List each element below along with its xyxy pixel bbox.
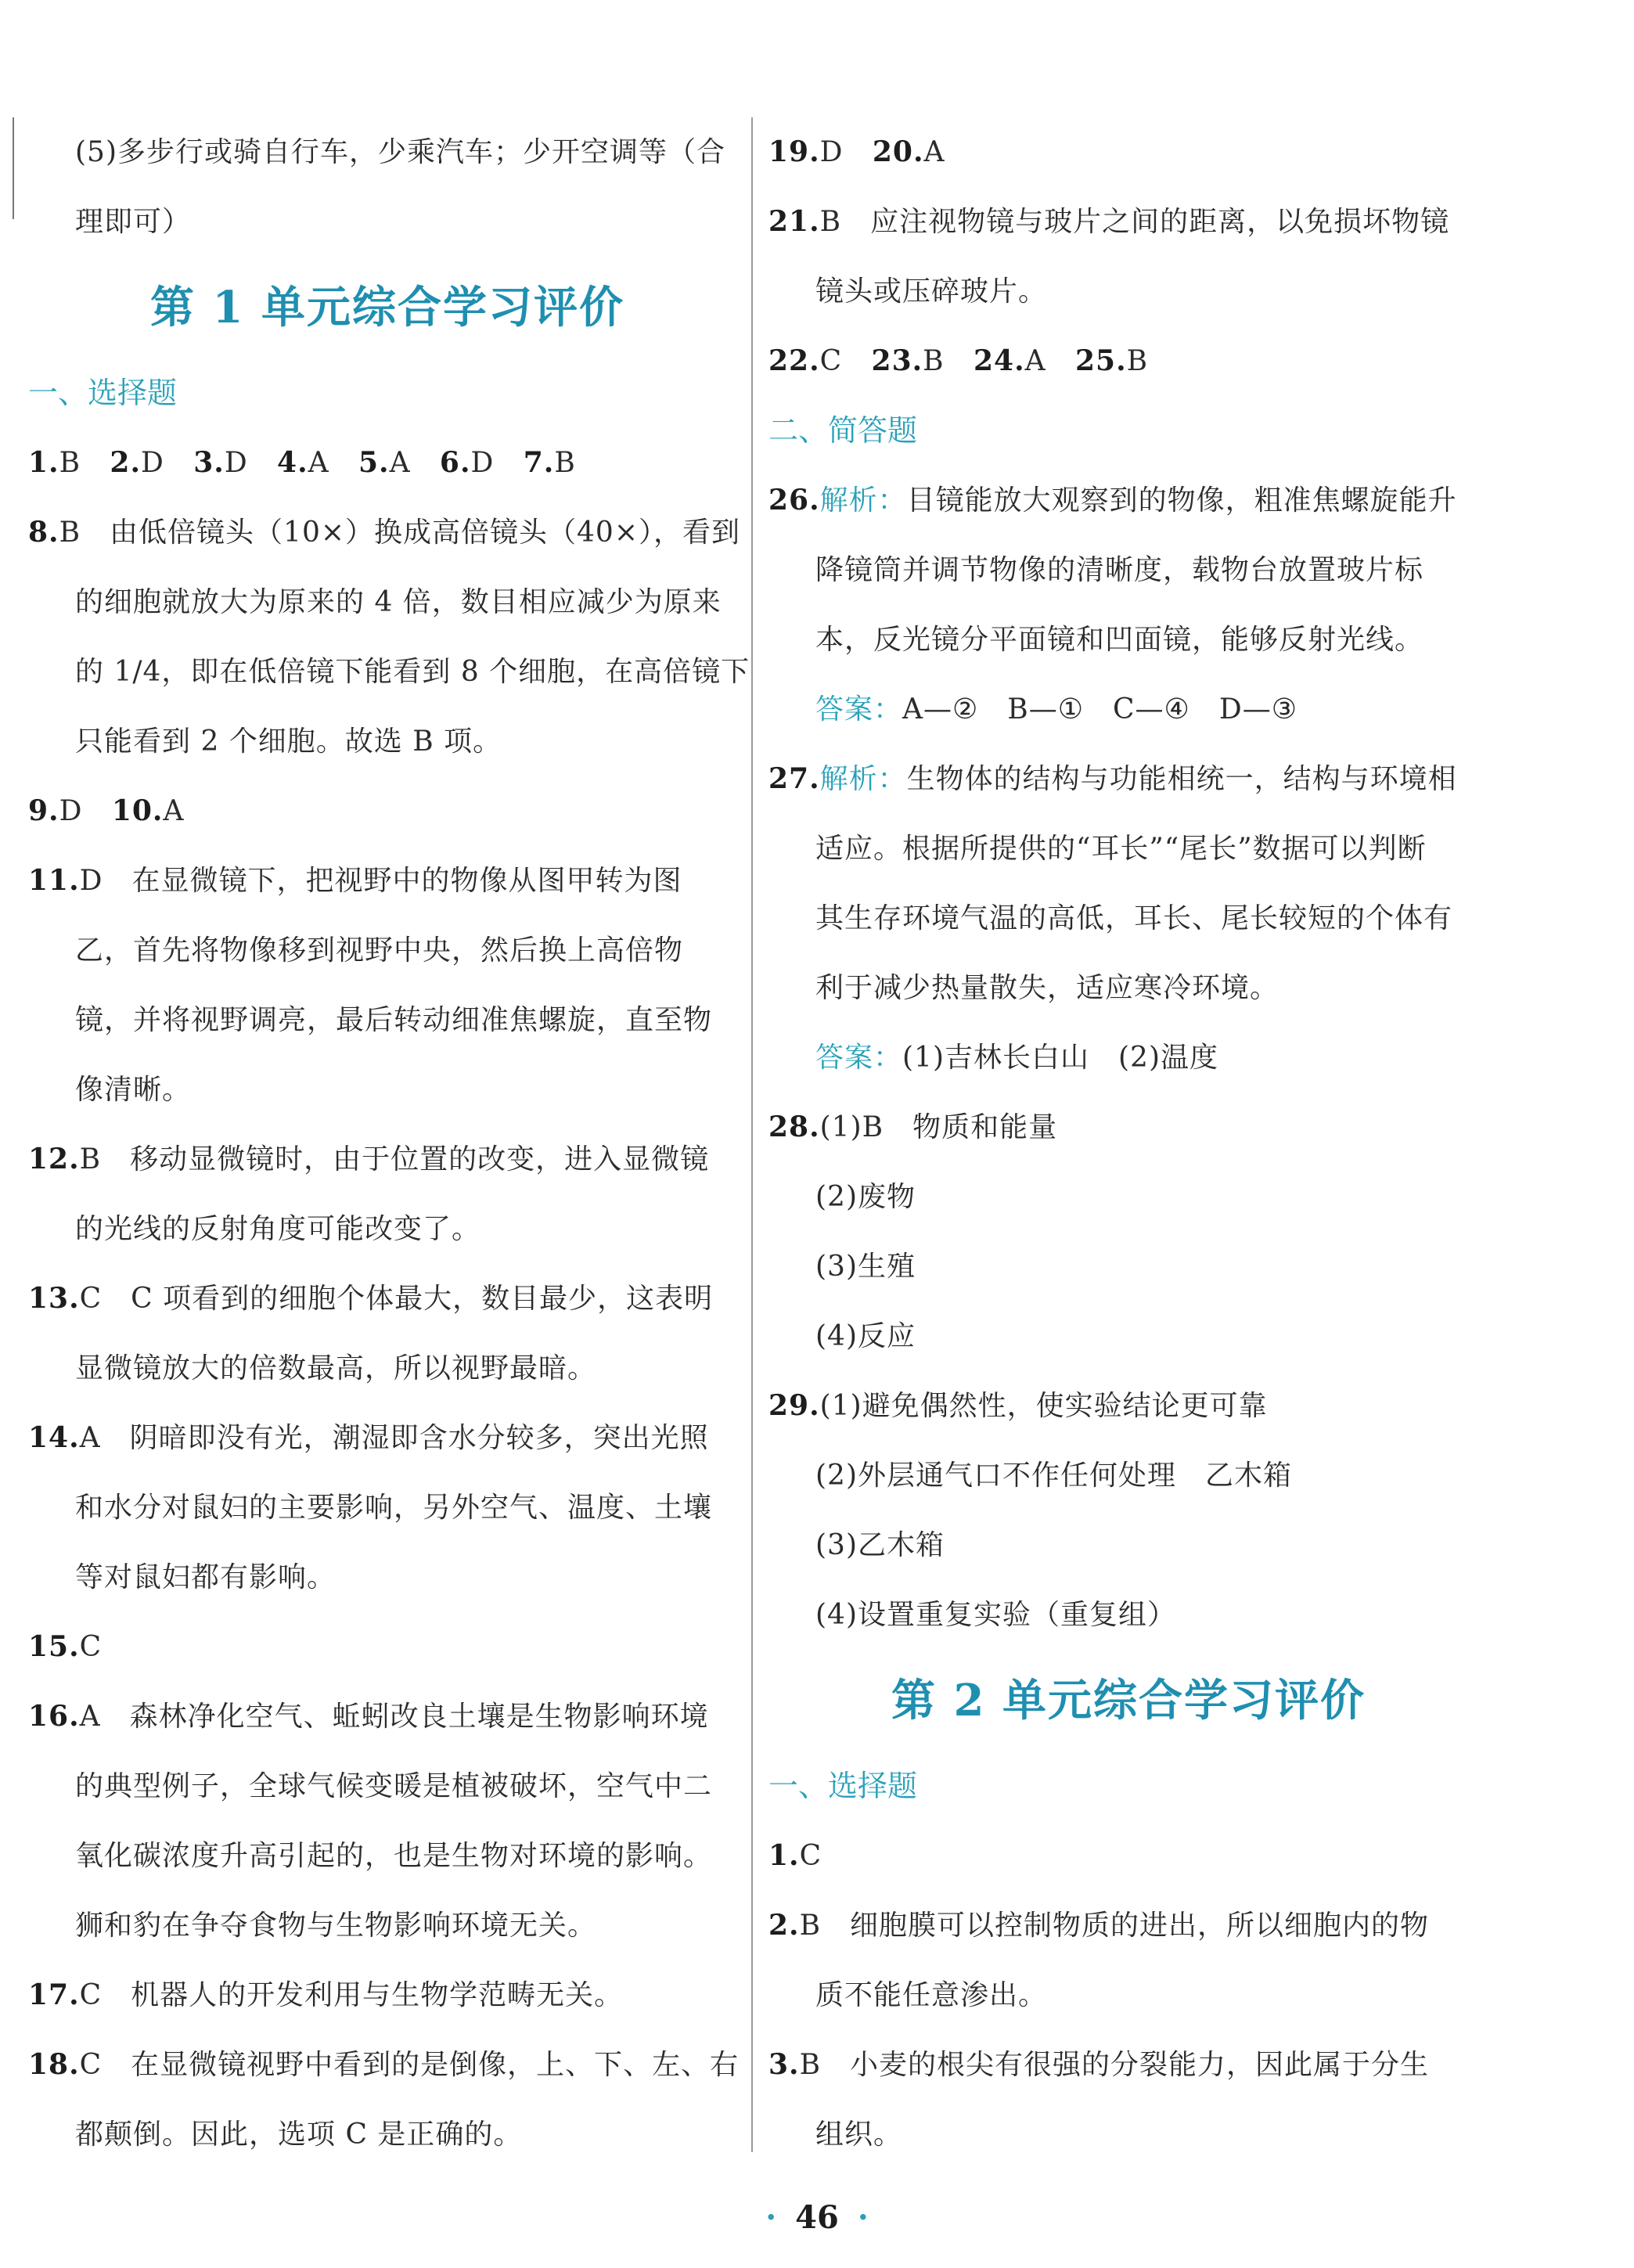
answer-line xyxy=(768,1023,1488,1093)
answer-line: (3)乙木箱 xyxy=(815,1529,945,1561)
analysis-label: 解析： xyxy=(819,484,907,517)
answer-line: 的典型例子，全球气候变暖是植被破坏，空气中二 xyxy=(75,1770,713,1802)
answer-text: B 应注视物镜与玻片之间的距离，以免损坏物镜 xyxy=(819,206,1450,238)
question-number: 11. xyxy=(28,864,80,897)
question-number: 2. xyxy=(110,446,141,479)
answer: B xyxy=(59,447,81,479)
section-heading-choice: 一、选择题 xyxy=(28,376,178,410)
answer-text: B 由低倍镜头（10×）换成高倍镜头（40×），看到 xyxy=(59,517,740,549)
answer-line: 乙，首先将物像移到视野中央，然后换上高倍物 xyxy=(75,934,684,967)
answer-line: (5)多步行或骑自行车，少乘汽车；少开空调等（合 xyxy=(75,136,725,168)
question-number: 8. xyxy=(28,516,59,549)
question-number: 1. xyxy=(28,446,59,479)
answer-text: C 在显微镜视野中看到的是倒像，上、下、左、右 xyxy=(79,2049,740,2081)
question-number: 10. xyxy=(111,794,164,827)
answer: C xyxy=(79,1631,103,1663)
question-number: 7. xyxy=(523,446,555,479)
question-number: 3. xyxy=(193,446,225,479)
answer-row-1 xyxy=(768,1821,1488,1891)
answer-line xyxy=(768,466,1488,535)
answer-row-19-20 xyxy=(768,117,1488,187)
answer-line: 的光线的反射角度可能改变了。 xyxy=(75,1213,481,1245)
answer-line: 氧化碳浓度升高引起的，也是生物对环境的影响。 xyxy=(75,1840,713,1872)
answer-line: 理即可） xyxy=(75,206,192,238)
question-number: 22. xyxy=(768,344,820,377)
answer-line: 只能看到 2 个细胞。故选 B 项。 xyxy=(75,725,502,758)
answer-line: 降镜筒并调节物像的清晰度，载物台放置玻片标 xyxy=(815,554,1424,586)
question-number: 25. xyxy=(1074,344,1127,377)
section-heading-choice: 一、选择题 xyxy=(768,1769,918,1803)
answer: D xyxy=(141,447,164,479)
question-number: 2. xyxy=(768,1909,800,1942)
answer: A xyxy=(923,136,945,168)
question-number: 20. xyxy=(872,135,924,168)
question-number: 16. xyxy=(28,1700,80,1733)
answer-line: 适应。根据所提供的“耳长”“尾长”数据可以判断 xyxy=(815,833,1427,865)
answer-row-9-10 xyxy=(28,776,747,846)
answer-line xyxy=(28,1264,747,1334)
page-number xyxy=(0,2199,1634,2236)
answer-line xyxy=(28,498,747,567)
answer: B xyxy=(1126,345,1149,377)
answer-line: 其生存环境气温的高低，耳长、尾长较短的个体有 xyxy=(815,902,1453,934)
answer-text: B 移动显微镜时，由于位置的改变，进入显微镜 xyxy=(79,1143,710,1175)
answer: D xyxy=(224,447,248,479)
question-number: 15. xyxy=(28,1630,80,1663)
answer: B xyxy=(923,345,945,377)
answer-text: (1)B 物质和能量 xyxy=(819,1111,1058,1143)
answer-line: (2)外层通气口不作任何处理 乙木箱 xyxy=(815,1460,1292,1492)
answer-label: 答案： xyxy=(815,1042,903,1074)
answer: C xyxy=(819,345,843,377)
answer-line: (3)生殖 xyxy=(815,1251,916,1283)
column-divider xyxy=(751,117,753,2152)
answer-text: 目镜能放大观察到的物像，粗准焦螺旋能升 xyxy=(906,484,1457,517)
page-number-value: 46 xyxy=(795,2199,839,2236)
answer-line: (4)反应 xyxy=(815,1320,916,1352)
unit-2-title: 第 2 单元综合学习评价 xyxy=(891,1675,1366,1726)
answer-row-22-25 xyxy=(768,326,1488,396)
answer-line: (4)设置重复实验（重复组） xyxy=(815,1599,1176,1631)
question-number: 4. xyxy=(277,446,308,479)
answer-row-1-7 xyxy=(28,428,747,498)
answer-text: (1)吉林长白山 (2)温度 xyxy=(902,1042,1219,1074)
answer-text: B 细胞膜可以控制物质的进出，所以细胞内的物 xyxy=(799,1910,1430,1942)
answer-line: 和水分对鼠妇的主要影响，另外空气、温度、土壤 xyxy=(75,1492,713,1524)
answer-line xyxy=(768,744,1488,814)
analysis-label: 解析： xyxy=(819,763,907,795)
answer-text: A 森林净化空气、蚯蚓改良土壤是生物影响环境 xyxy=(79,1701,709,1733)
unit-1-title: 第 1 单元综合学习评价 xyxy=(150,282,624,333)
answer-line xyxy=(768,1891,1488,1960)
answer: A xyxy=(163,795,185,827)
answer-text: D 在显微镜下，把视野中的物像从图甲转为图 xyxy=(79,865,682,897)
question-number: 29. xyxy=(768,1389,820,1422)
left-column xyxy=(28,117,750,2169)
answer: D xyxy=(59,795,83,827)
answer-line xyxy=(768,1371,1488,1441)
answer: C xyxy=(799,1840,822,1872)
answer-line xyxy=(28,2030,747,2100)
question-number: 18. xyxy=(28,2048,80,2081)
answer-row-15 xyxy=(28,1612,747,1682)
question-number: 5. xyxy=(358,446,390,479)
section-heading-short-answer: 二、简答题 xyxy=(768,413,918,448)
page-number-dot: · xyxy=(765,2199,777,2236)
answer-line: 质不能任意渗出。 xyxy=(815,1979,1048,2011)
question-number: 6. xyxy=(439,446,471,479)
answer-line xyxy=(28,1960,747,2030)
answer: D xyxy=(819,136,844,168)
answer-line: 的 1/4，即在低倍镜下能看到 8 个细胞，在高倍镜下 xyxy=(75,656,750,688)
question-number: 13. xyxy=(28,1282,80,1315)
answer-line xyxy=(768,1093,1488,1162)
answer-text: C C 项看到的细胞个体最大，数目最少，这表明 xyxy=(79,1283,714,1315)
answer: D xyxy=(470,447,495,479)
answer-text: B 小麦的根尖有很强的分裂能力，因此属于分生 xyxy=(799,2049,1430,2081)
answer-line: 像清晰。 xyxy=(75,1074,192,1106)
answer-line: 的细胞就放大为原来的 4 倍，数目相应减少为原来 xyxy=(75,586,722,618)
question-number: 17. xyxy=(28,1978,80,2011)
answer-line: 狮和豹在争夺食物与生物影响环境无关。 xyxy=(75,1910,597,1942)
answer-line: 等对鼠妇都有影响。 xyxy=(75,1561,337,1593)
answer-line xyxy=(28,846,747,916)
question-number: 12. xyxy=(28,1143,80,1175)
question-number: 1. xyxy=(768,1839,800,1872)
answer: A xyxy=(308,447,329,479)
answer-text: (1)避免偶然性，使实验结论更可靠 xyxy=(819,1390,1268,1422)
answer: B xyxy=(554,447,576,479)
question-number: 24. xyxy=(973,344,1025,377)
answer-line: 显微镜放大的倍数最高，所以视野最暗。 xyxy=(75,1352,597,1384)
answer-text: A—② B—① C—④ D—③ xyxy=(902,693,1297,725)
answer-line xyxy=(768,187,1488,257)
answer-line xyxy=(28,1125,747,1194)
answer-label: 答案： xyxy=(815,693,903,725)
answer-line xyxy=(28,1403,747,1473)
answer: A xyxy=(1024,345,1046,377)
answer-line: 镜，并将视野调亮，最后转动细准焦螺旋，直至物 xyxy=(75,1004,713,1036)
answer-line xyxy=(768,675,1488,744)
question-number: 27. xyxy=(768,762,820,795)
question-number: 23. xyxy=(871,344,923,377)
answer-line: 组织。 xyxy=(815,2119,903,2151)
answer-line: 镜头或压碎玻片。 xyxy=(815,275,1048,308)
answer-line: (2)废物 xyxy=(815,1181,916,1213)
answer-text: A 阴暗即没有光，潮湿即含水分较多，突出光照 xyxy=(79,1422,709,1454)
question-number: 14. xyxy=(28,1421,80,1454)
answer-line xyxy=(28,1682,747,1751)
left-margin-line xyxy=(13,117,14,219)
question-number: 3. xyxy=(768,2048,800,2081)
question-number: 28. xyxy=(768,1111,820,1143)
page-number-dot: · xyxy=(857,2199,869,2236)
answer-text: 生物体的结构与功能相统一，结构与环境相 xyxy=(906,763,1457,795)
answer-line xyxy=(768,2030,1488,2100)
answer: A xyxy=(389,447,411,479)
question-number: 21. xyxy=(768,205,820,238)
question-number: 26. xyxy=(768,484,820,517)
answer-text: C 机器人的开发利用与生物学范畴无关。 xyxy=(79,1979,624,2011)
question-number: 19. xyxy=(768,135,820,168)
answer-line: 本，反光镜分平面镜和凹面镜，能够反射光线。 xyxy=(815,624,1424,656)
answer-line: 都颠倒。因此，选项 C 是正确的。 xyxy=(75,2119,523,2151)
answer-line: 利于减少热量散失，适应寒冷环境。 xyxy=(815,972,1279,1004)
question-number: 9. xyxy=(28,794,59,827)
right-column xyxy=(768,117,1488,2169)
